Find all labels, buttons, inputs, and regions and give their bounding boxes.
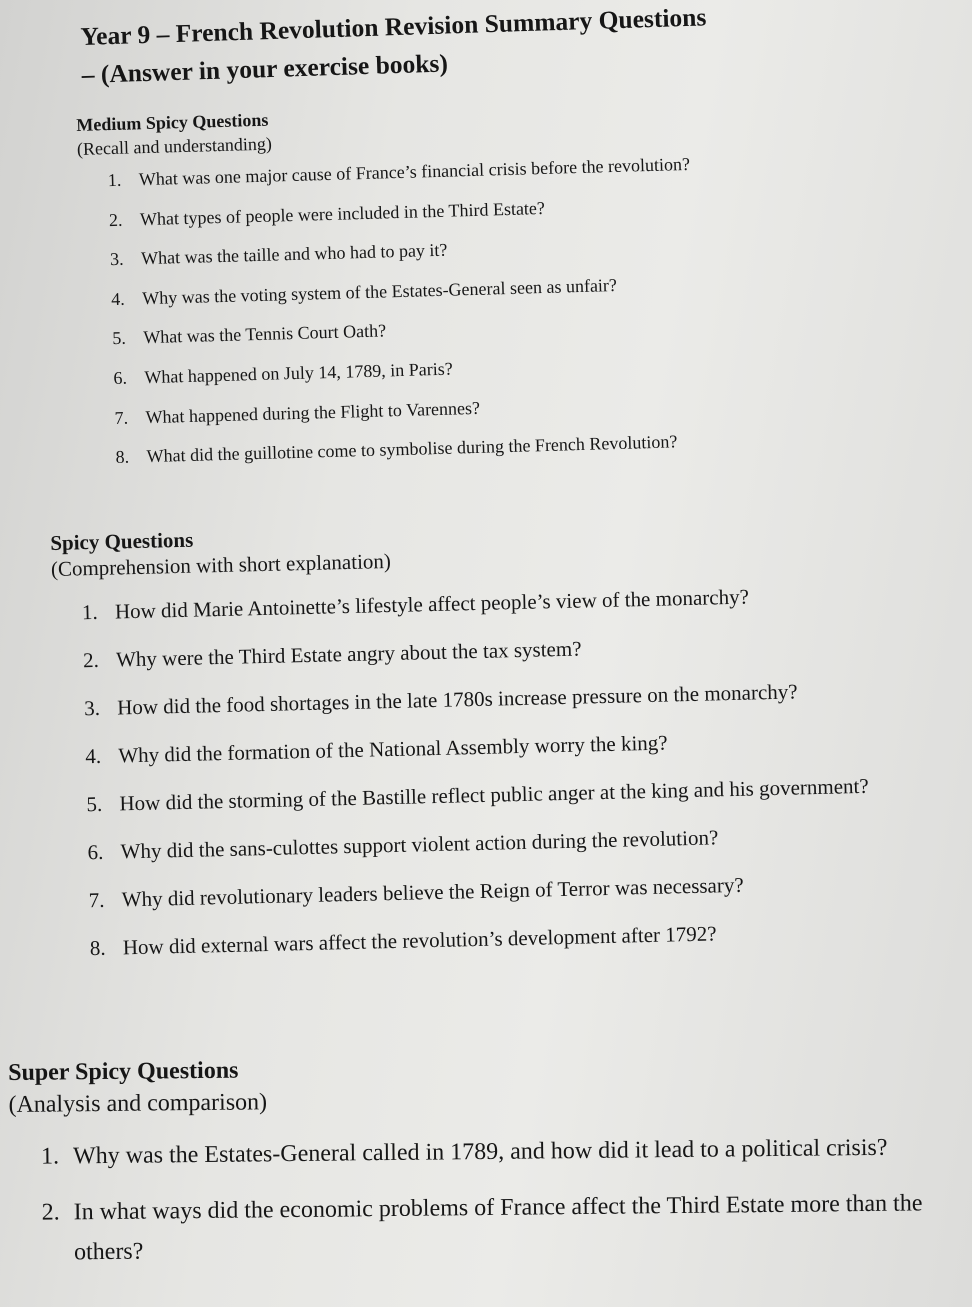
- question-text: How did external wars affect the revolution’s development after 1792?: [122, 921, 717, 960]
- question-list: [108, 148, 847, 485]
- question-list: [82, 576, 900, 965]
- question-number: 5.: [86, 791, 103, 817]
- section-super-spicy: [8, 1047, 960, 1289]
- question-number: 1.: [40, 1143, 60, 1170]
- question-text: In what ways did the economic problems of France affect the Third Estate more than the others?: [73, 1190, 923, 1266]
- question-text: What was one major cause of France’s financial crisis before the revolution?: [138, 153, 691, 190]
- question-number: 7.: [88, 887, 105, 913]
- title-line-2: – (Answer in your exercise books): [81, 48, 449, 89]
- question-number: 5.: [112, 328, 127, 349]
- question-text: What was the Tennis Court Oath?: [143, 320, 387, 348]
- question-list: [41, 1127, 960, 1273]
- question-text: How did Marie Antoinette’s lifestyle affect people’s view of the monarchy?: [114, 584, 750, 624]
- question-text: What types of people were included in the Third Estate?: [139, 197, 546, 229]
- section-subheading: (Recall and understanding): [76, 133, 273, 159]
- question-text: Why did revolutionary leaders believe the Reign of Terror was necessary?: [121, 872, 744, 912]
- section-heading: Super Spicy Questions: [8, 1057, 239, 1086]
- question-number: 8.: [89, 935, 106, 961]
- question-item: [85, 720, 896, 773]
- question-item: [41, 1127, 959, 1177]
- worksheet-title: [80, 0, 882, 94]
- question-item: [86, 768, 897, 821]
- question-number: 3.: [83, 695, 101, 721]
- question-number: 2.: [41, 1199, 60, 1226]
- section-heading: Spicy Questions: [50, 527, 194, 555]
- question-text: How did the storming of the Bastille reflect public anger at the king and his government?: [119, 773, 869, 816]
- question-text: How did the food shortages in the late 1780s increase pressure on the monarchy?: [116, 679, 798, 720]
- question-text: What happened on July 14, 1789, in Paris?: [144, 358, 454, 388]
- question-number: 2.: [108, 209, 123, 230]
- section-subheading: (Analysis and comparison): [8, 1089, 268, 1118]
- section-subheading: (Comprehension with short explanation): [50, 548, 392, 581]
- section-medium-spicy: [76, 92, 846, 486]
- question-text: Why were the Third Estate angry about the tax system?: [115, 636, 582, 672]
- question-text: Why was the Estates-General called in 1789, and how did it lead to a political crisis?: [72, 1134, 888, 1170]
- question-text: Why did the formation of the National Assembly worry the king?: [118, 730, 668, 768]
- question-text: What did the guillotine come to symbolise during the French Revolution?: [146, 431, 678, 467]
- question-number: 2.: [82, 647, 100, 673]
- question-number: 7.: [114, 407, 129, 428]
- question-number: 1.: [107, 169, 122, 191]
- section-spicy: [50, 510, 900, 980]
- question-number: 4.: [85, 743, 102, 769]
- question-number: 4.: [110, 288, 125, 309]
- question-item: [84, 672, 895, 725]
- question-number: 3.: [109, 248, 124, 270]
- question-item: [83, 624, 894, 677]
- question-text: What happened during the Flight to Varennes?: [145, 397, 481, 427]
- question-item: [41, 1183, 960, 1273]
- question-number: 6.: [113, 367, 128, 389]
- question-number: 8.: [115, 446, 130, 468]
- question-text: Why was the voting system of the Estates-General seen as unfair?: [141, 274, 618, 309]
- question-text: What was the taille and who had to pay it?: [140, 239, 448, 269]
- title-line-1: Year 9 – French Revolution Revision Summary Questions: [80, 2, 707, 51]
- section-heading: Medium Spicy Questions: [76, 109, 269, 135]
- question-text: Why did the sans-culottes support violent action during the revolution?: [120, 825, 719, 864]
- question-item: [87, 816, 898, 869]
- question-number: 6.: [87, 839, 104, 865]
- question-item: [89, 912, 900, 965]
- question-item: [88, 864, 899, 917]
- question-item: [82, 576, 893, 629]
- question-number: 1.: [81, 599, 98, 625]
